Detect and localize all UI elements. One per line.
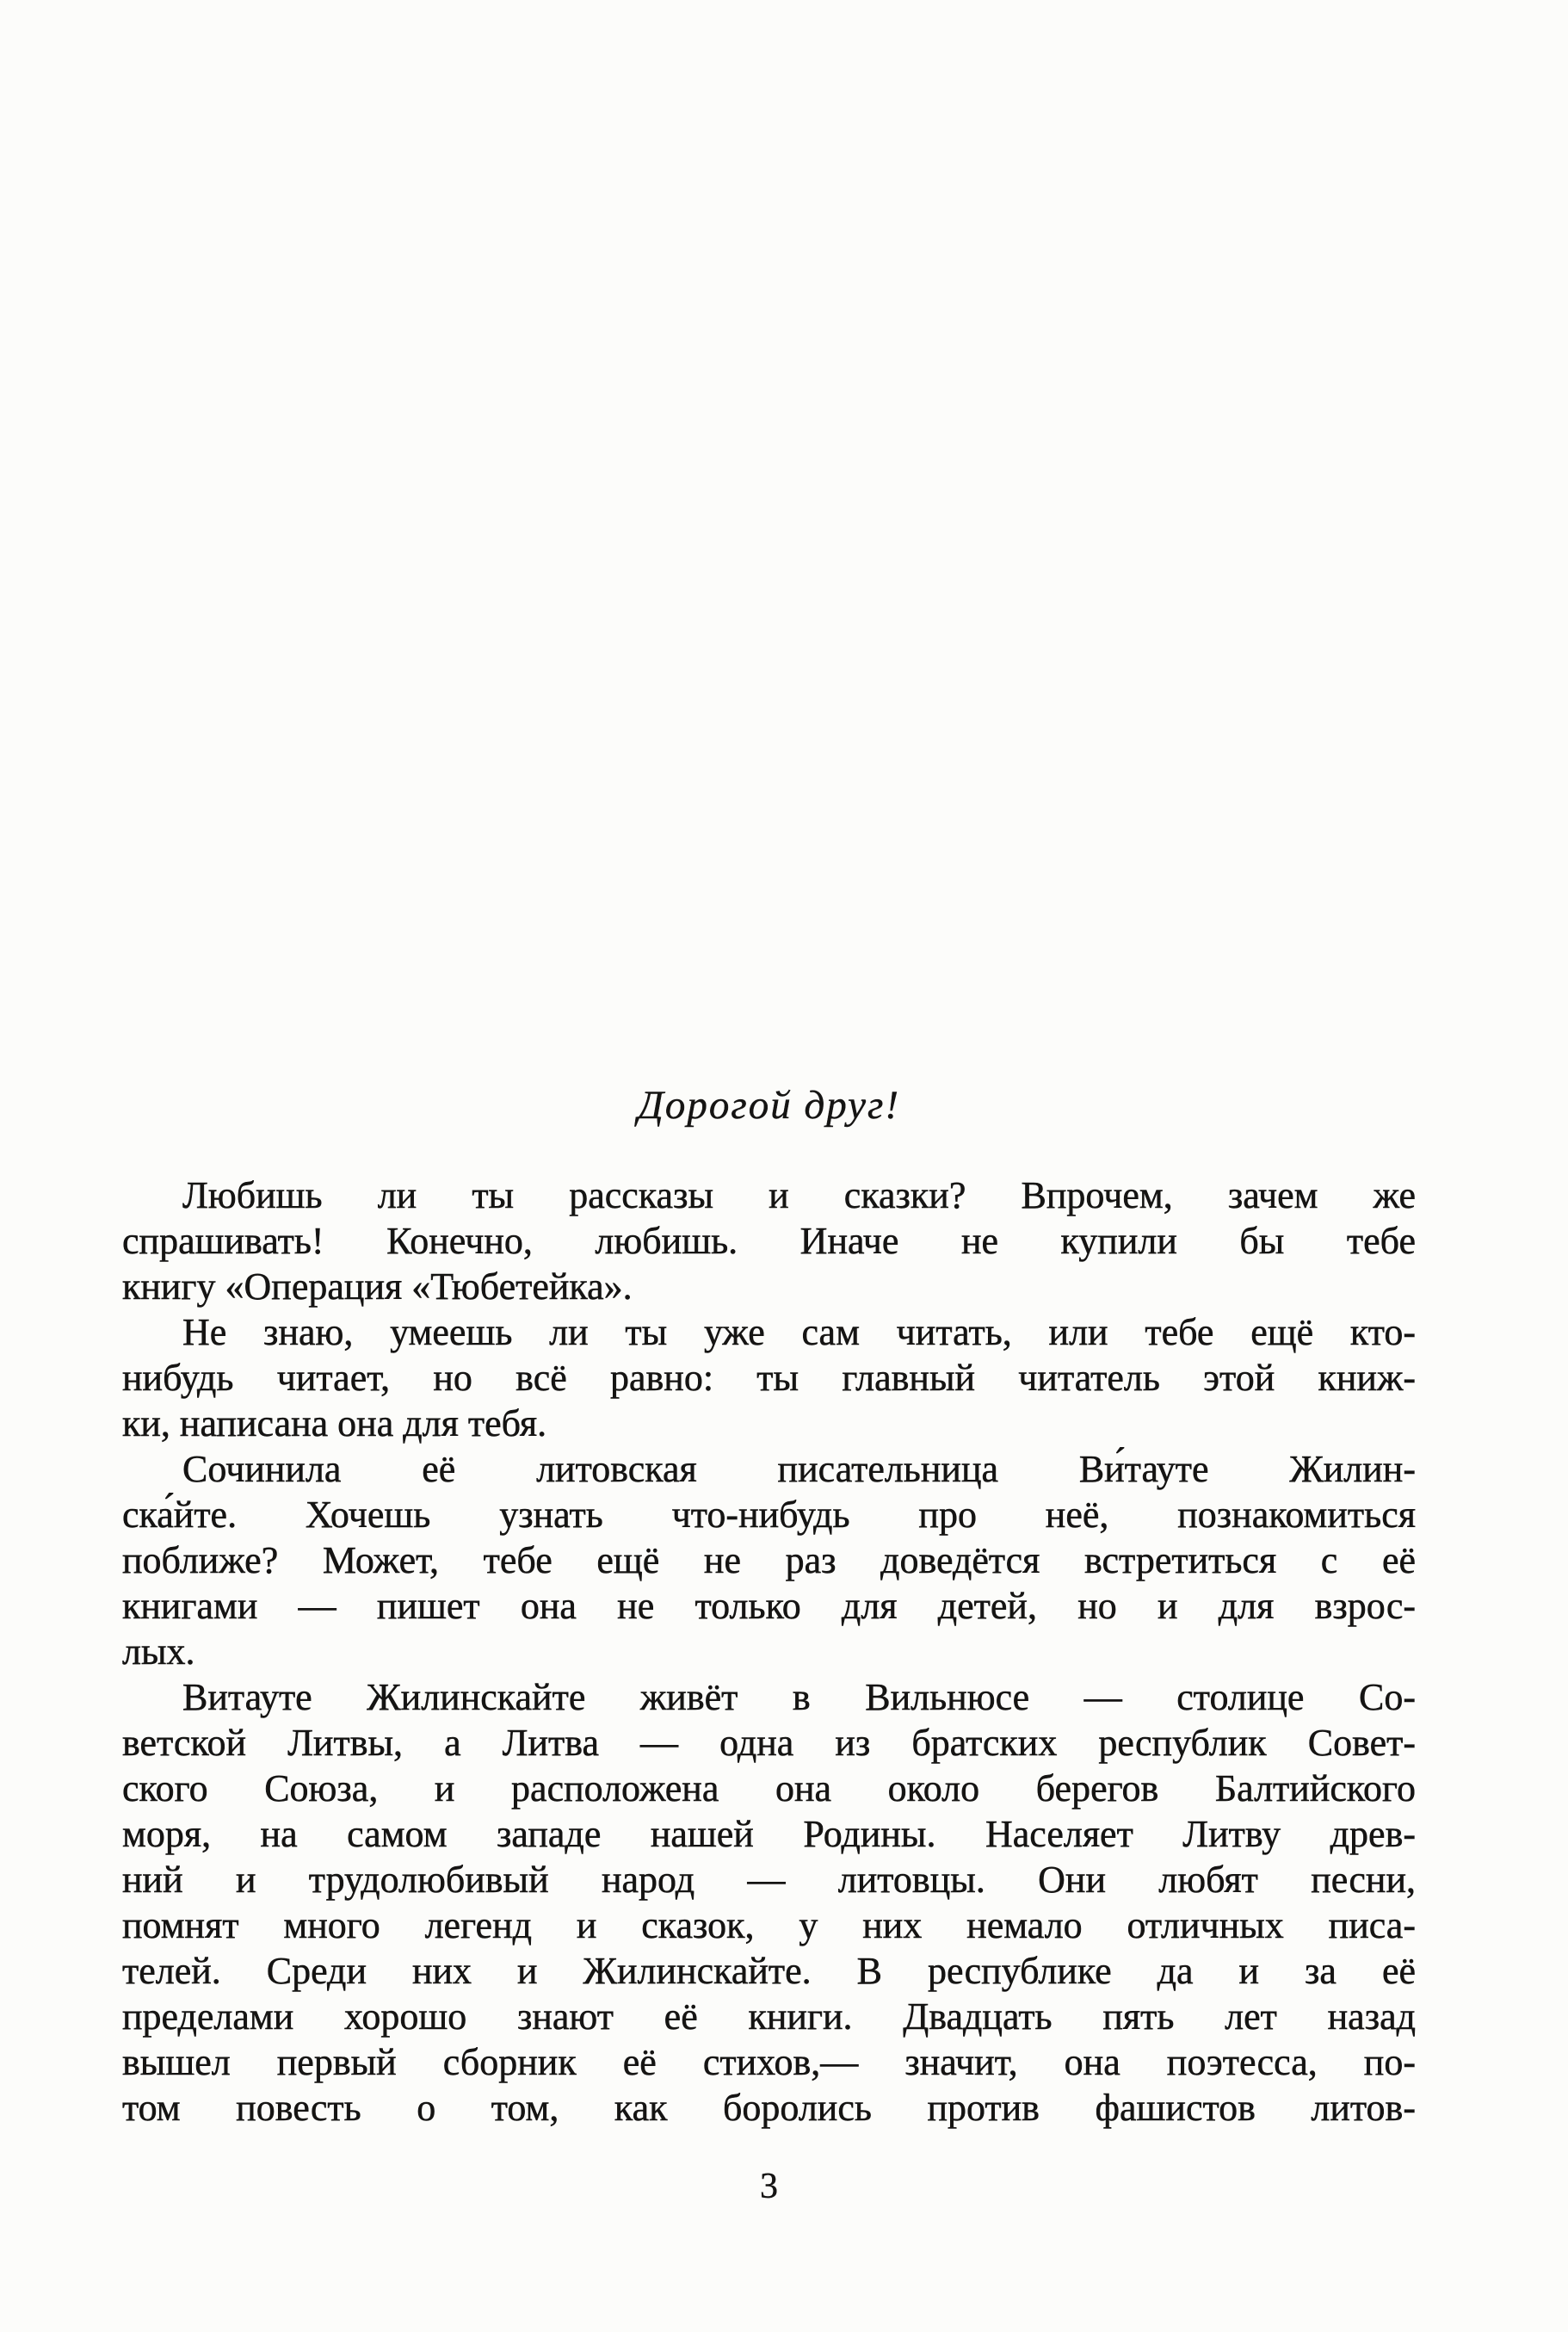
page-number: 3: [760, 2167, 778, 2206]
text-line: нибудь читает, но всё равно: ты главный читатель этой книж-: [122, 1357, 1416, 1399]
paragraph: [122, 1309, 1416, 1446]
text-line: ска́йте. Хочешь узнать что-нибудь про неё, познакомиться: [122, 1494, 1416, 1536]
text-line: пределами хорошо знают её книги. Двадцать пять лет назад: [122, 1995, 1416, 2038]
paragraph: [122, 1674, 1416, 2131]
text-line: Не знаю, умеешь ли ты уже сам читать, или тебе ещё кто-: [182, 1311, 1416, 1353]
text-line: помнят много легенд и сказок, у них немало отличных писа-: [122, 1904, 1416, 1946]
text-line: том повесть о том, как боролись против фашистов литов-: [122, 2087, 1416, 2129]
text-line: Витауте Жилинскайте живёт в Вильнюсе — столице Со-: [182, 1676, 1416, 1718]
page-body-text: [122, 1172, 1416, 2131]
text-line: моря, на самом западе нашей Родины. Населяет Литву древ-: [122, 1813, 1416, 1855]
text-line: спрашивать! Конечно, любишь. Иначе не купили бы тебе: [122, 1220, 1416, 1262]
text-line: лых.: [122, 1630, 195, 1673]
text-line: ветской Литвы, а Литва — одна из братских республик Совет-: [122, 1722, 1416, 1764]
text-line: книгу «Операция «Тюбетейка».: [122, 1265, 633, 1308]
text-line: телей. Среди них и Жилинскайте. В республике да и за её: [122, 1950, 1416, 1992]
text-line: Сочинила её литовская писательница Ви́тауте Жилин-: [182, 1448, 1416, 1490]
chapter-heading: Дорогой друг!: [638, 1083, 900, 1128]
text-line: ний и трудолюбивый народ — литовцы. Они любят песни,: [122, 1859, 1416, 1901]
text-line: поближе? Может, тебе ещё не раз доведётся встретиться с её: [122, 1539, 1416, 1581]
text-line: вышел первый сборник её стихов,— значит, она поэтесса, по-: [122, 2041, 1416, 2083]
paragraph: [122, 1172, 1416, 1309]
paragraph: [122, 1446, 1416, 1674]
text-line: ки, написана она для тебя.: [122, 1402, 547, 1444]
text-line: книгами — пишет она не только для детей, но и для взрос-: [122, 1585, 1416, 1627]
text-line: ского Союза, и расположена она около берегов Балтийского: [122, 1767, 1416, 1809]
text-line: Любишь ли ты рассказы и сказки? Впрочем, зачем же: [182, 1174, 1416, 1216]
